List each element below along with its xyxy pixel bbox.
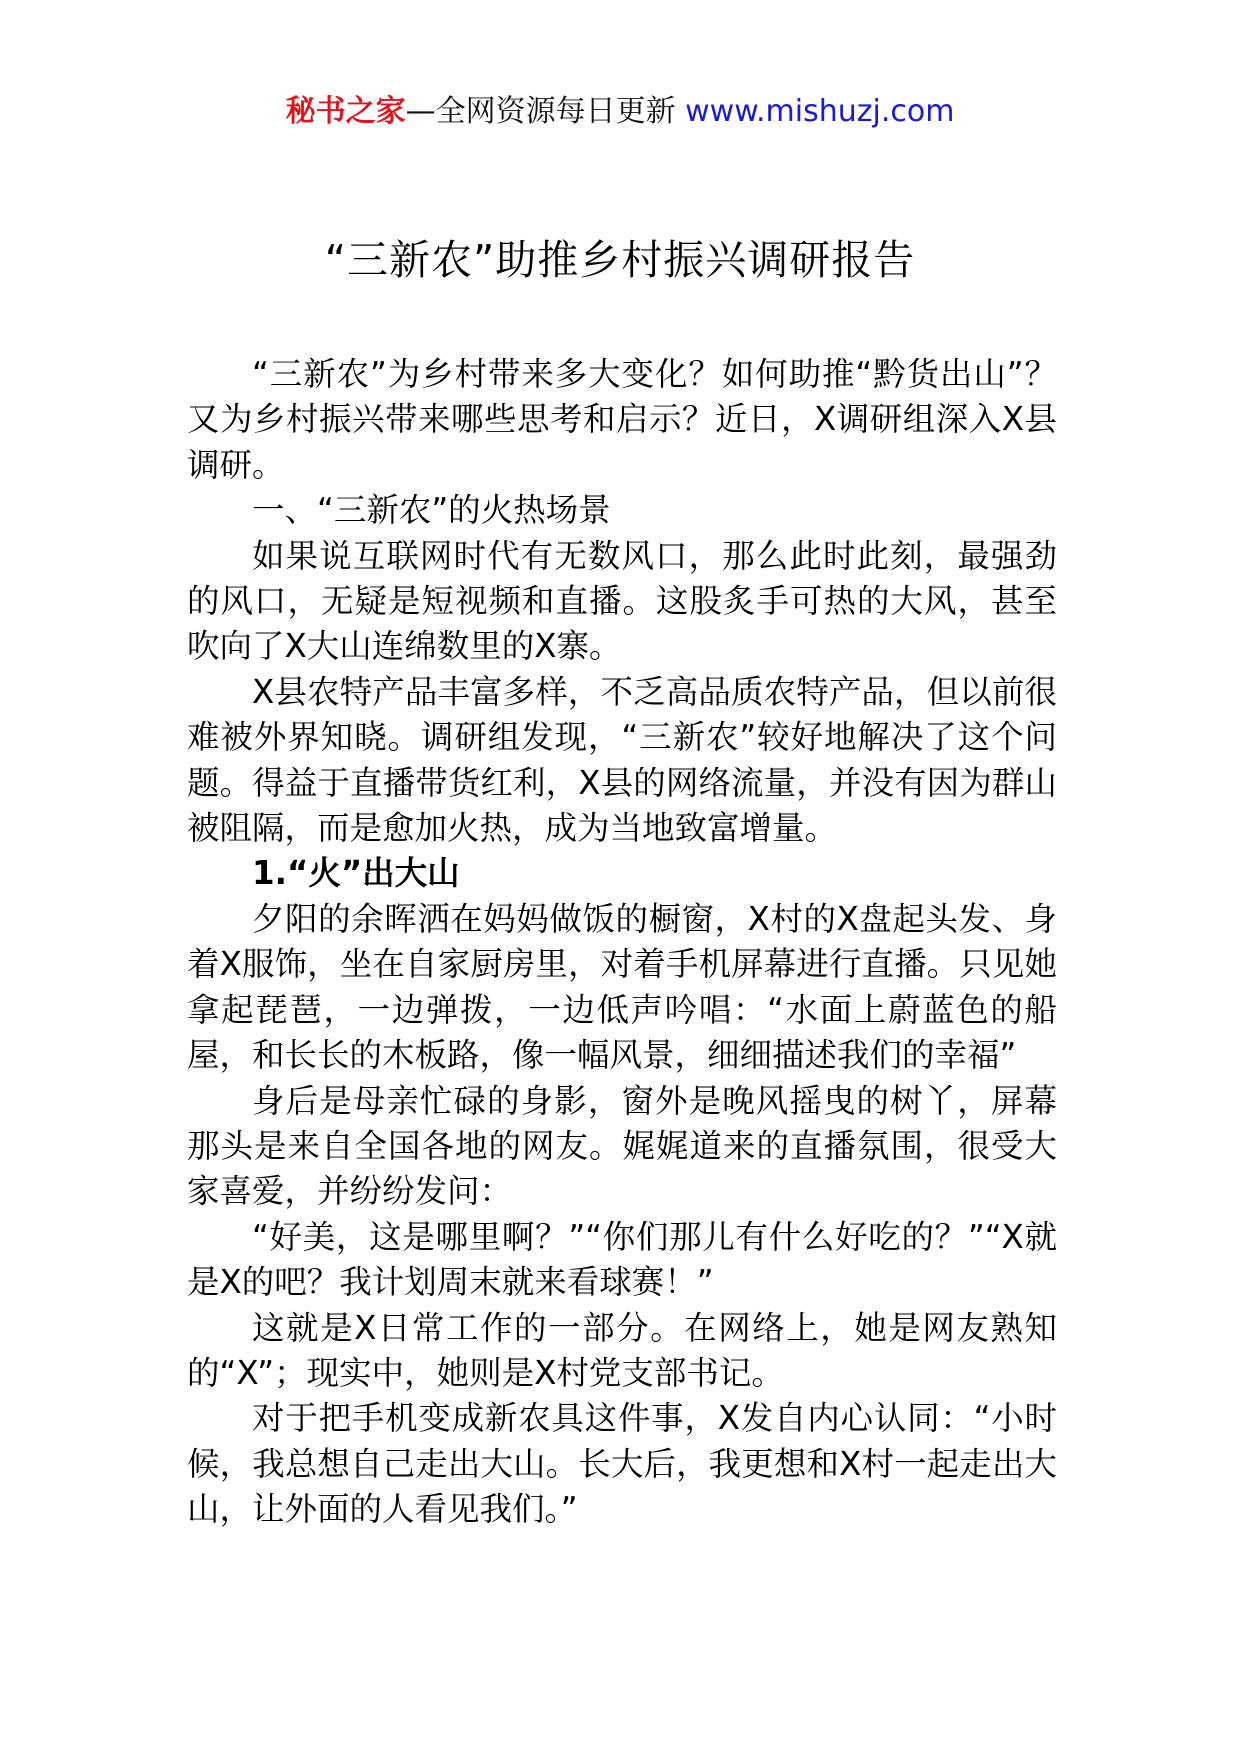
document-title: “三新农”助推乡村振兴调研报告 bbox=[324, 236, 916, 284]
body-paragraph: X县农特产品丰富多样，不乏高品质农特产品，但以前很难被外界知晓。调研组发现，“三新农”较好地解决了这个问题。得益于直播带货红利，X县的网络流量，并没有因为群山被阻隔，而是愈加火热，成为当地致富增量。 bbox=[187, 672, 1057, 848]
body-paragraph: 对于把手机变成新农具这件事，X发自内心认同：“小时候，我总想自己走出大山。长大后，我更想和X村一起走出大山，让外面的人看见我们。” bbox=[187, 1399, 1057, 1529]
site-header bbox=[0, 92, 1240, 132]
intro-paragraph: “三新农”为乡村带来多大变化？如何助推“黔货出山”？又为乡村振兴带来哪些思考和启示？近日，X调研组深入X县调研。 bbox=[187, 355, 1057, 484]
body-paragraph: 这就是X日常工作的一部分。在网络上，她是网友熟知的“X”；现实中，她则是X村党支部书记。 bbox=[187, 1308, 1057, 1392]
body-paragraph: “好美，这是哪里啊？”“你们那儿有什么好吃的？”“X就是X的吧？我计划周末就来看球赛！” bbox=[187, 1217, 1057, 1302]
subsection-heading: 1.“火”出大山 bbox=[252, 854, 460, 893]
body-paragraph: 如果说互联网时代有无数风口，那么此时此刻，最强劲的风口，无疑是短视频和直播。这股炙手可热的大风，甚至吹向了X大山连绵数里的X寨。 bbox=[187, 536, 1057, 666]
site-url-link[interactable]: www.mishuzj.com bbox=[685, 94, 955, 129]
body-paragraph: 身后是母亲忙碌的身影，窗外是晚风摇曳的树丫，屏幕那头是来自全国各地的网友。娓娓道来的直播氛围，很受大家喜爱，并纷纷发问： bbox=[187, 1081, 1057, 1211]
section-heading: 一、“三新农”的火热场景 bbox=[252, 491, 611, 530]
header-slogan: —全网资源每日更新 bbox=[405, 94, 676, 129]
document-body bbox=[187, 352, 1057, 1533]
body-paragraph: 夕阳的余晖洒在妈妈做饭的橱窗，X村的X盘起头发、身着X服饰，坐在自家厨房里，对着手机屏幕进行直播。只见她拿起琵琶，一边弹拨，一边低声吟唱：“水面上蔚蓝色的船屋，和长长的木板路，像一幅风景，细细描述我们的幸福” bbox=[187, 899, 1057, 1075]
brand-name: 秘书之家 bbox=[285, 94, 406, 129]
